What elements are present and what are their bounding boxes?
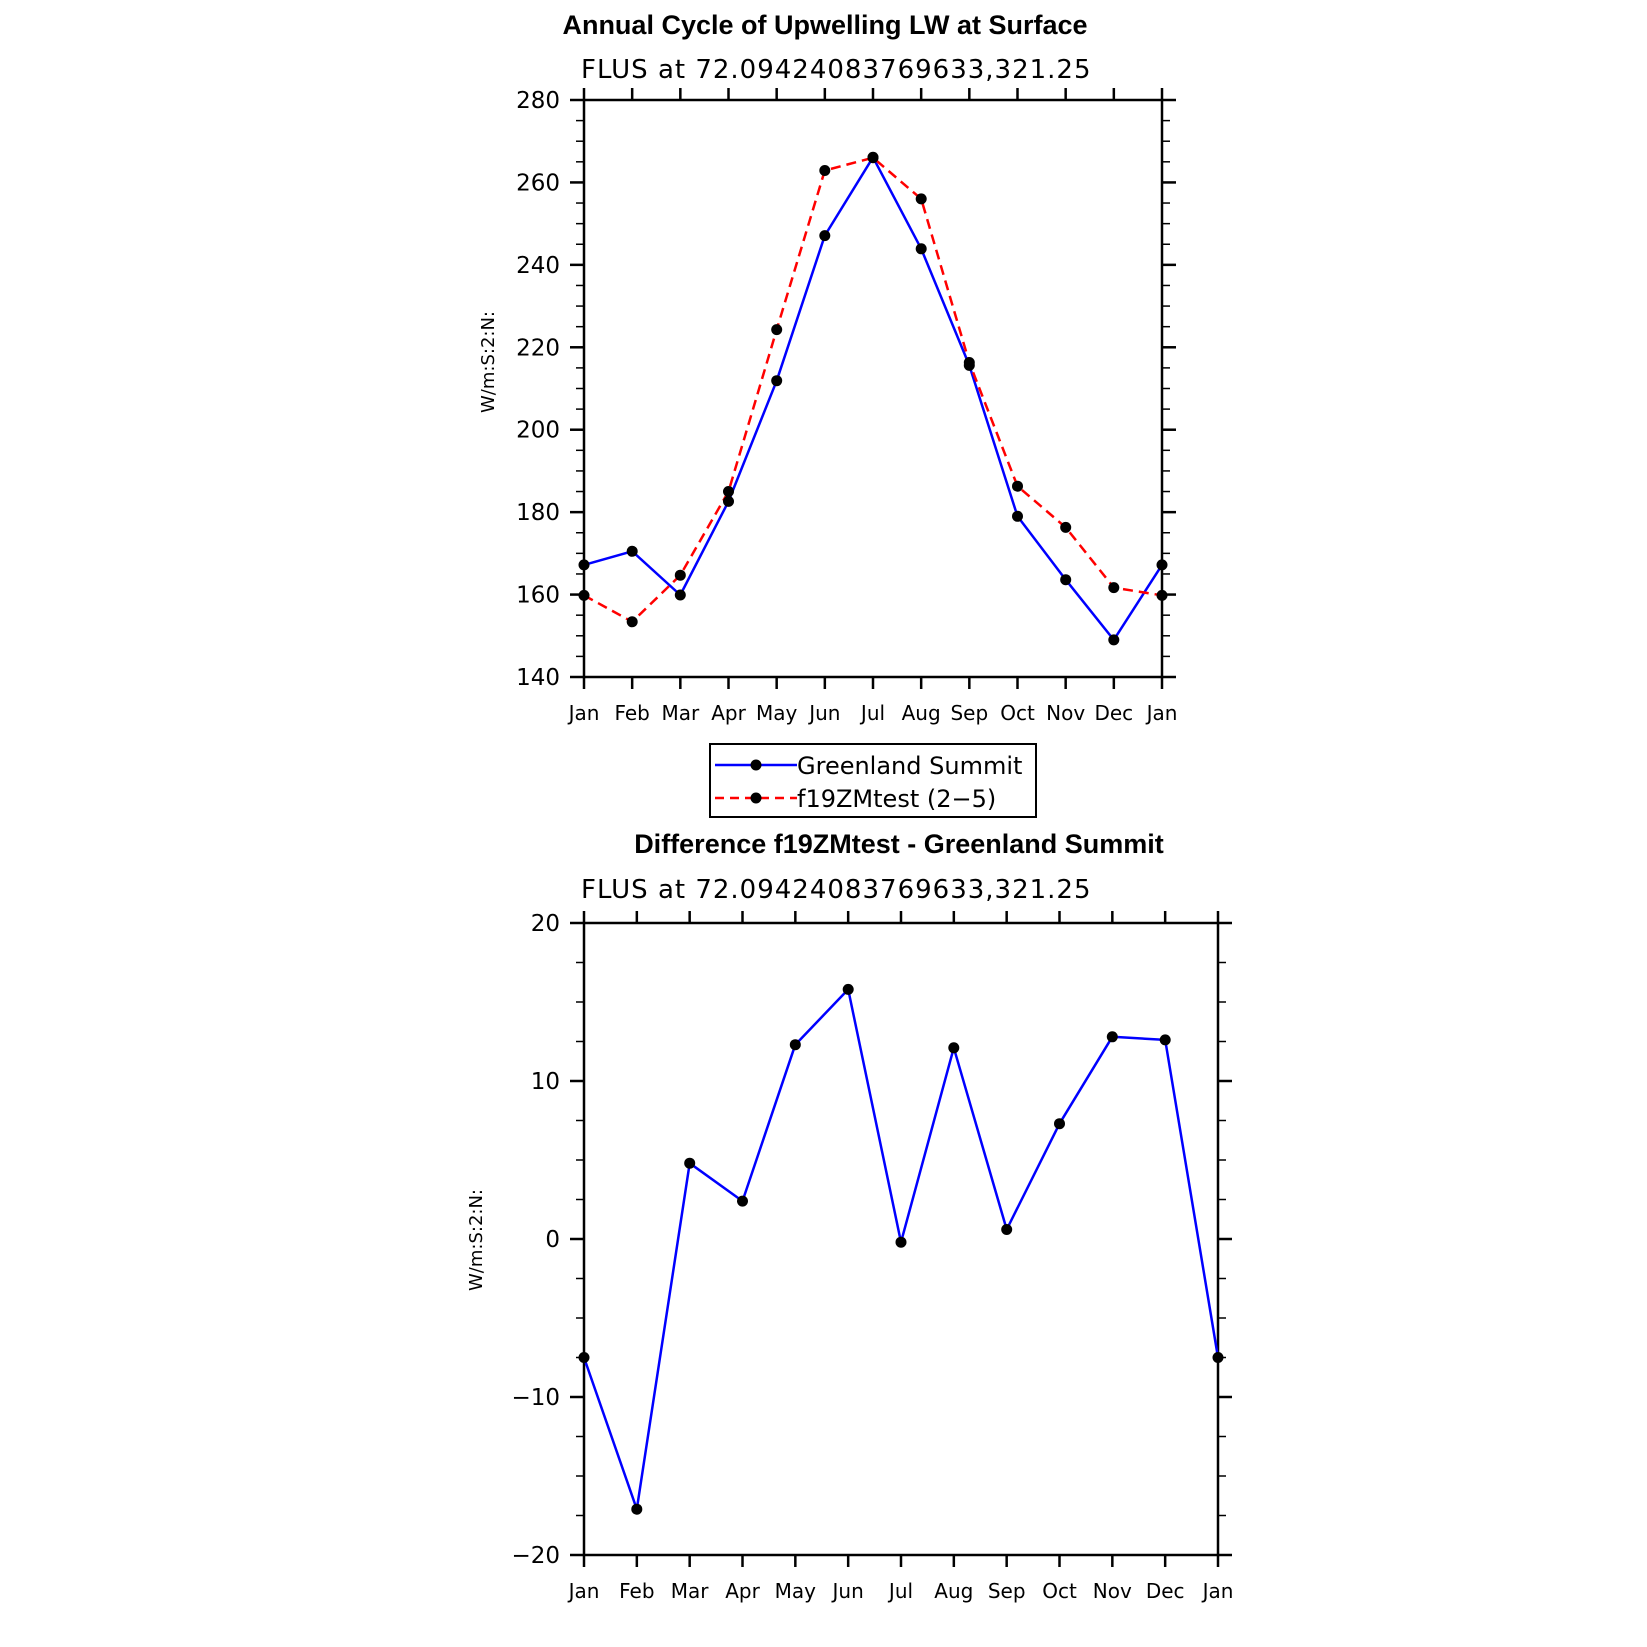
chart-2-series [579,984,1224,1515]
x-tick-label: Jan [1146,701,1178,725]
y-tick-label: 10 [530,1069,560,1095]
y-tick-label: 180 [516,500,560,527]
series-line-1 [584,989,1218,1509]
series-1-point [1107,1031,1118,1042]
x-tick-label: Jan [568,701,600,725]
series-line-2 [584,158,1162,622]
series-1-point [916,243,927,254]
x-tick-label: Mar [661,701,700,725]
series-1-point [948,1042,959,1053]
series-2-point [964,357,975,368]
x-tick-label: Apr [711,701,746,725]
series-1-point [631,1504,642,1515]
chart-2-subtitle: FLUS at 72.09424083769633,321.25 [581,875,1092,905]
series-2-point [579,590,590,601]
series-2-point [627,616,638,627]
series-line-1 [584,157,1162,640]
chart-1-title: Annual Cycle of Upwelling LW at Surface [562,10,1088,40]
series-1-point [1060,574,1071,585]
x-tick-label: Apr [725,1579,760,1603]
y-tick-label: 200 [516,417,560,444]
x-tick-label: Aug [901,701,941,725]
series-2-point [1012,481,1023,492]
series-1-point [684,1158,695,1169]
series-2-point [675,570,686,581]
y-tick-label: 0 [545,1227,560,1253]
x-tick-label: Nov [1092,1579,1132,1603]
x-tick-label: Oct [1000,701,1035,725]
series-1-point [723,496,734,507]
series-2-point [819,165,830,176]
series-1-point [627,546,638,557]
series-1-point [1213,1352,1224,1363]
chart-2-axes [511,911,1233,1603]
legend-marker-series-1 [751,760,762,771]
series-2-point [723,486,734,497]
x-tick-label: Feb [619,1579,655,1603]
chart-1-series [579,152,1168,646]
series-1-point [1012,511,1023,522]
y-tick-label: −20 [511,1543,560,1569]
series-1-point [675,590,686,601]
series-2-point [1060,522,1071,533]
y-tick-label: 240 [516,252,560,279]
series-1-point [579,1352,590,1363]
x-tick-label: Dec [1094,701,1134,725]
chart-1 [478,10,1177,725]
series-1-point [771,375,782,386]
x-tick-label: Sep [987,1579,1026,1603]
series-1-point [1160,1034,1171,1045]
series-1-point [790,1039,801,1050]
y-tick-label: −10 [511,1385,560,1411]
x-tick-label: Dec [1145,1579,1185,1603]
series-2-point [1108,582,1119,593]
chart-2 [466,829,1233,1603]
x-tick-label: Jan [1202,1579,1234,1603]
series-1-point [1001,1224,1012,1235]
series-1-point [1054,1118,1065,1129]
y-tick-label: 20 [530,911,560,937]
series-2-point [771,324,782,335]
series-1-point [819,230,830,241]
x-tick-label: Nov [1046,701,1086,725]
series-2-point [1157,590,1168,601]
y-tick-label: 280 [516,88,560,114]
series-1-point [1108,634,1119,645]
legend-marker-series-2 [751,793,762,804]
series-1-point [843,984,854,995]
x-tick-label: Jan [568,1579,600,1603]
series-2-point [868,152,879,163]
chart-2-title: Difference f19ZMtest - Greenland Summit [634,829,1164,859]
chart-2-y-axis-label: W/m:S:2:N: [466,1189,487,1291]
series-1-point [1157,559,1168,570]
x-tick-label: Aug [934,1579,974,1603]
series-1-point [737,1196,748,1207]
x-tick-label: Jul [860,701,886,725]
chart-1-subtitle: FLUS at 72.09424083769633,321.25 [581,55,1092,85]
x-tick-label: Oct [1042,1579,1077,1603]
y-tick-label: 260 [516,170,560,197]
x-tick-label: May [755,701,798,725]
chart-1-axes [516,88,1177,725]
y-tick-label: 160 [516,582,560,609]
x-tick-label: May [774,1579,817,1603]
y-tick-label: 220 [516,335,560,362]
series-1-point [579,559,590,570]
x-tick-label: Sep [950,701,989,725]
x-tick-label: Jun [809,701,841,725]
y-tick-label: 140 [516,665,560,691]
x-tick-label: Jul [888,1579,914,1603]
x-tick-label: Jun [832,1579,864,1603]
series-2-point [916,193,927,204]
chart-1-legend [710,744,1036,817]
series-1-point [896,1237,907,1248]
legend-label-series-2: f19ZMtest (2−5) [797,785,997,813]
x-tick-label: Feb [614,701,650,725]
chart-1-y-axis-label: W/m:S:2:N: [478,311,499,413]
legend-label-series-1: Greenland Summit [797,752,1023,780]
x-tick-label: Mar [670,1579,709,1603]
